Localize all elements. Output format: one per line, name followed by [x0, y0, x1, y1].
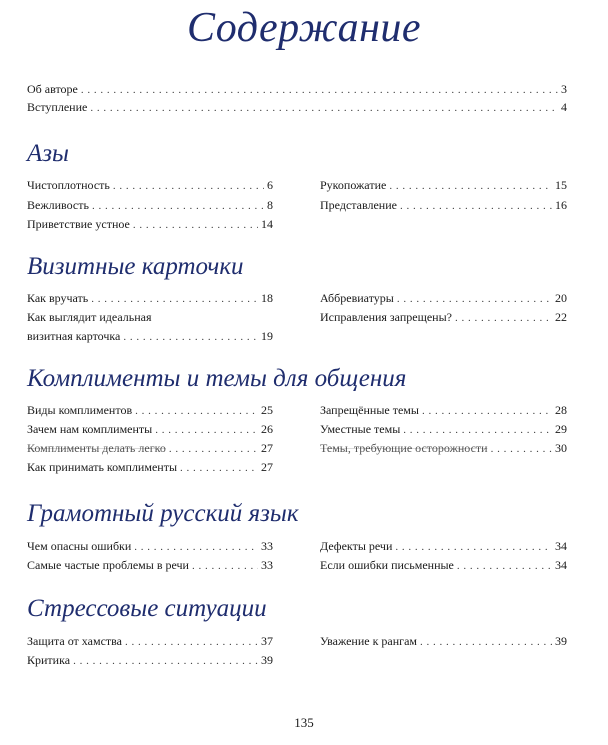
- leader-dots: [389, 177, 552, 195]
- leader-dots: [134, 538, 258, 556]
- entry-label: Комплименты делать легко: [27, 441, 166, 455]
- toc-entry[interactable]: [320, 632, 567, 650]
- entry-label: Самые частые проблемы в речи: [27, 558, 189, 572]
- entry-page: 27: [261, 460, 273, 474]
- leader-dots: [91, 290, 258, 308]
- entry-label: Чистоплотность: [27, 178, 110, 192]
- toc-entry[interactable]: [320, 401, 567, 419]
- toc-entry[interactable]: [320, 176, 567, 194]
- entry-page: 15: [555, 178, 567, 192]
- leader-dots: [491, 440, 552, 458]
- leader-dots: [457, 557, 552, 575]
- toc-entry[interactable]: [27, 401, 273, 419]
- leader-dots: [422, 402, 552, 420]
- leader-dots: [395, 538, 552, 556]
- toc-entry[interactable]: [27, 439, 273, 457]
- section-title: Стрессовые ситуации: [27, 595, 267, 622]
- entry-label: Исправления запрещены?: [320, 310, 452, 324]
- entry-label: Вступление: [27, 100, 88, 114]
- entry-page: 39: [555, 634, 567, 648]
- toc-entry[interactable]: [320, 537, 567, 555]
- entry-label: Темы, требующие осторожности: [320, 441, 488, 455]
- leader-dots: [455, 309, 552, 327]
- toc-entry[interactable]: [27, 420, 273, 438]
- toc-entry[interactable]: [27, 215, 273, 233]
- entry-page: 22: [555, 310, 567, 324]
- entry-page: 28: [555, 403, 567, 417]
- leader-dots: [92, 197, 264, 215]
- entry-page: 29: [555, 422, 567, 436]
- entry-page: 4: [561, 100, 567, 114]
- entry-label: Как принимать комплименты: [27, 460, 177, 474]
- toc-entry[interactable]: [27, 289, 273, 307]
- leader-dots: [155, 421, 258, 439]
- entry-label: Виды комплиментов: [27, 403, 133, 417]
- entry-label: Запрещённые темы: [320, 403, 419, 417]
- toc-entry[interactable]: [27, 632, 273, 650]
- page-title: Содержание: [186, 5, 422, 51]
- entry-page: 19: [261, 329, 273, 343]
- leader-dots: [133, 216, 258, 234]
- entry-page: 6: [267, 178, 273, 192]
- leader-dots: [125, 633, 258, 651]
- toc-entry[interactable]: [27, 537, 273, 555]
- entry-label: визитная карточка: [27, 329, 121, 343]
- entry-page: 34: [555, 539, 567, 553]
- toc-entry[interactable]: [27, 556, 273, 574]
- leader-dots: [403, 421, 552, 439]
- entry-label: Критика: [27, 653, 71, 667]
- toc-entry[interactable]: [320, 439, 567, 457]
- entry-label: Уважение к рангам: [320, 634, 418, 648]
- entry-label: Вежливость: [27, 198, 89, 212]
- entry-label: Об авторе: [27, 82, 78, 96]
- entry-page: 33: [261, 539, 273, 553]
- entry-label: Уместные темы: [320, 422, 401, 436]
- leader-dots: [192, 557, 258, 575]
- entry-page: 26: [261, 422, 273, 436]
- entry-page: 25: [261, 403, 273, 417]
- entry-label: Защита от хамства: [27, 634, 122, 648]
- toc-entry[interactable]: [27, 196, 273, 214]
- entry-label: Рукопожатие: [320, 178, 387, 192]
- entry-page: 37: [261, 634, 273, 648]
- entry-page: 33: [261, 558, 273, 572]
- toc-entry[interactable]: [27, 80, 567, 98]
- entry-label: Представление: [320, 198, 397, 212]
- entry-page: 30: [555, 441, 567, 455]
- leader-dots: [113, 177, 264, 195]
- leader-dots: [169, 440, 258, 458]
- entry-page: 8: [267, 198, 273, 212]
- entry-label: Как выглядит идеальная: [27, 310, 152, 324]
- entry-page: 34: [555, 558, 567, 572]
- toc-entry[interactable]: [320, 420, 567, 438]
- entry-label: Дефекты речи: [320, 539, 393, 553]
- entry-page: 16: [555, 198, 567, 212]
- entry-page: 14: [261, 217, 273, 231]
- toc-entry[interactable]: [320, 308, 567, 326]
- toc-entry-line-2[interactable]: [27, 327, 273, 345]
- entry-page: 3: [561, 82, 567, 96]
- leader-dots: [180, 459, 258, 477]
- entry-page: 39: [261, 653, 273, 667]
- leader-dots: [73, 652, 258, 670]
- entry-page: 27: [261, 441, 273, 455]
- entry-label: Зачем нам комплименты: [27, 422, 153, 436]
- toc-entry-line-1[interactable]: [27, 308, 273, 326]
- section-title: Азы: [27, 140, 69, 167]
- section-title: Комплименты и темы для общения: [27, 365, 407, 392]
- entry-label: Чем опасны ошибки: [27, 539, 132, 553]
- toc-entry[interactable]: [320, 556, 567, 574]
- toc-entry[interactable]: [27, 176, 273, 194]
- leader-dots: [420, 633, 552, 651]
- leader-dots: [123, 328, 258, 346]
- toc-entry[interactable]: [320, 289, 567, 307]
- entry-page: 18: [261, 291, 273, 305]
- leader-dots: [90, 99, 558, 117]
- leader-dots: [397, 290, 552, 308]
- entry-label: Аббревиатуры: [320, 291, 394, 305]
- toc-entry[interactable]: [27, 98, 567, 116]
- entry-label: Если ошибки письменные: [320, 558, 454, 572]
- entry-label: Приветствие устное: [27, 217, 130, 231]
- leader-dots: [135, 402, 258, 420]
- toc-entry[interactable]: [27, 458, 273, 476]
- section-title: Грамотный русский язык: [27, 500, 299, 527]
- toc-entry[interactable]: [27, 651, 273, 669]
- entry-page: 20: [555, 291, 567, 305]
- page-number: 135: [294, 715, 314, 730]
- leader-dots: [400, 197, 552, 215]
- leader-dots: [81, 81, 558, 99]
- entry-label: Как вручать: [27, 291, 89, 305]
- section-title: Визитные карточки: [27, 253, 244, 280]
- toc-entry[interactable]: [320, 196, 567, 214]
